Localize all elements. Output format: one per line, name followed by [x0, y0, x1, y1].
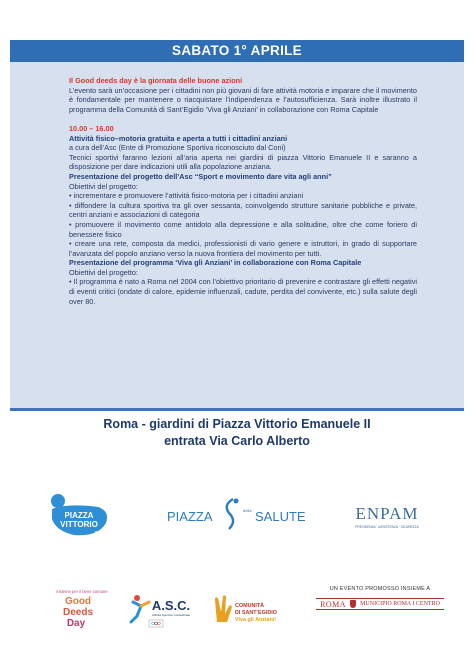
- good-deeds-day-logo: [42, 586, 122, 630]
- promoted-with-block: [316, 586, 444, 630]
- piazza-line3: aps: [94, 529, 102, 534]
- comunita-l2: DI SANT’EGIDIO: [235, 610, 277, 616]
- objective-item: • promuovere il movimento come antidoto alla depressione e alla solitudine, oltre che come foriero di benessere fisico: [69, 219, 417, 239]
- roma-municipio-logo: [316, 598, 444, 610]
- objective-item: • incrementare e promuovere l’attività fisico-motoria per i cittadini anziani: [69, 191, 304, 201]
- piazza-line2: VITTORIO: [60, 520, 98, 529]
- piazza-vittorio-logo: [48, 487, 114, 539]
- gdd-l2: Deeds: [62, 607, 94, 618]
- comunita-sant-egidio-logo: [211, 586, 297, 630]
- objective-item: • creare una rete, composta da medici, professionisti di vario genere e istruttori, in grado di supportare l’avanzata del popolo anziano verso la nuova frontiera del movimento per tutti.: [69, 239, 417, 258]
- viva-text: • Il programma è nato a Roma nel 2004 con l’obiettivo prioritario di prevenire e contrastare gli effetti negativi di eventi critici (ondate di calore, epidemie influenzali, cadute, perdita del convivente, etc.) sulla salute degli over 80.: [69, 277, 417, 306]
- enpam-name: ENPAM: [355, 504, 419, 523]
- asc-project-title: Presentazione del progetto dell’Asc “Sport e movimento dare vita agli anni”: [69, 171, 332, 181]
- asc-name: A.S.C.: [151, 598, 191, 613]
- comunita-l3: Viva gli Anziani!: [235, 617, 277, 623]
- enpam-tagline: PREVIDENZA · ASSISTENZA · SICUREZZA: [355, 525, 419, 529]
- intro-title: Il Good deeds day è la giornata delle buone azioni: [69, 76, 243, 85]
- salute-right: SALUTE: [255, 509, 306, 524]
- activity-title: Attività fisico–motoria gratuita e aperta a tutti i cittadini anziani: [69, 133, 288, 143]
- promo-caption: UN EVENTO PROMOSSO INSIEME A: [329, 586, 431, 592]
- piazza-line1: PIAZZA: [64, 511, 94, 520]
- objective-item: • diffondere la cultura sportiva tra gli over sessanta, coinvolgendo strutture sanitarie pubbliche e private, centri anziani e associazioni di categoria: [69, 200, 417, 220]
- venue-info: [0, 416, 474, 450]
- venue-line2: entrata Via Carlo Alberto: [164, 434, 310, 448]
- intro-text: L’evento sarà un’occasione per i cittadini non più giovani di fare attività motoria e imparare che il movimento è fondamentale per mantenere o riacquistare l’indipendenza e l’autosufficienza. Sarà inoltre illustrato il programma della Comunità di Sant’Egidio ‘Viva gli Anziani’ in collaborazione con Roma Capitale: [69, 85, 417, 114]
- asc-sub: Attività Sportive Confederate: [151, 613, 191, 617]
- date-header: SABATO 1° APRILE: [10, 40, 464, 62]
- schedule-time: 10.00 – 16.00: [69, 123, 114, 133]
- salute-mid: della: [243, 508, 252, 513]
- activity-by: a cura dell’Asc (Ente di Promozione Sportiva riconosciuto dal Coni): [69, 143, 286, 153]
- roma-text: ROMA: [320, 599, 347, 609]
- viva-program-title: Presentazione del programma ‘Viva gli Anziani’ in collaborazione con Roma Capitale: [69, 258, 362, 268]
- event-description: [69, 76, 417, 306]
- asc-objectives-label: Obiettivi del progetto:: [69, 181, 138, 191]
- venue-line1: Roma - giardini di Piazza Vittorio Emanuele II: [103, 417, 371, 431]
- asc-logo: [127, 586, 201, 630]
- comunita-l1: COMUNITÀ: [235, 603, 265, 609]
- municipio-text: MUNICIPIO ROMA I CENTRO: [360, 601, 440, 607]
- salute-left: PIAZZA: [167, 509, 213, 524]
- enpam-logo: [352, 495, 422, 535]
- gdd-l1: Good: [64, 596, 92, 607]
- piazza-della-salute-logo: [163, 495, 313, 531]
- gdd-top: insieme per il bene comune: [56, 589, 108, 594]
- viva-objectives-label: Obiettivi del progetto:: [69, 267, 138, 277]
- roma-crest-icon: [350, 600, 356, 608]
- activity-text: Tecnici sportivi faranno lezioni all’aria aperta nei giardini di piazza Vittorio Emanuele II e saranno a disposizione per dare indicazioni utili alla popolazione anziana.: [69, 152, 417, 172]
- gdd-l3: Day: [66, 618, 86, 629]
